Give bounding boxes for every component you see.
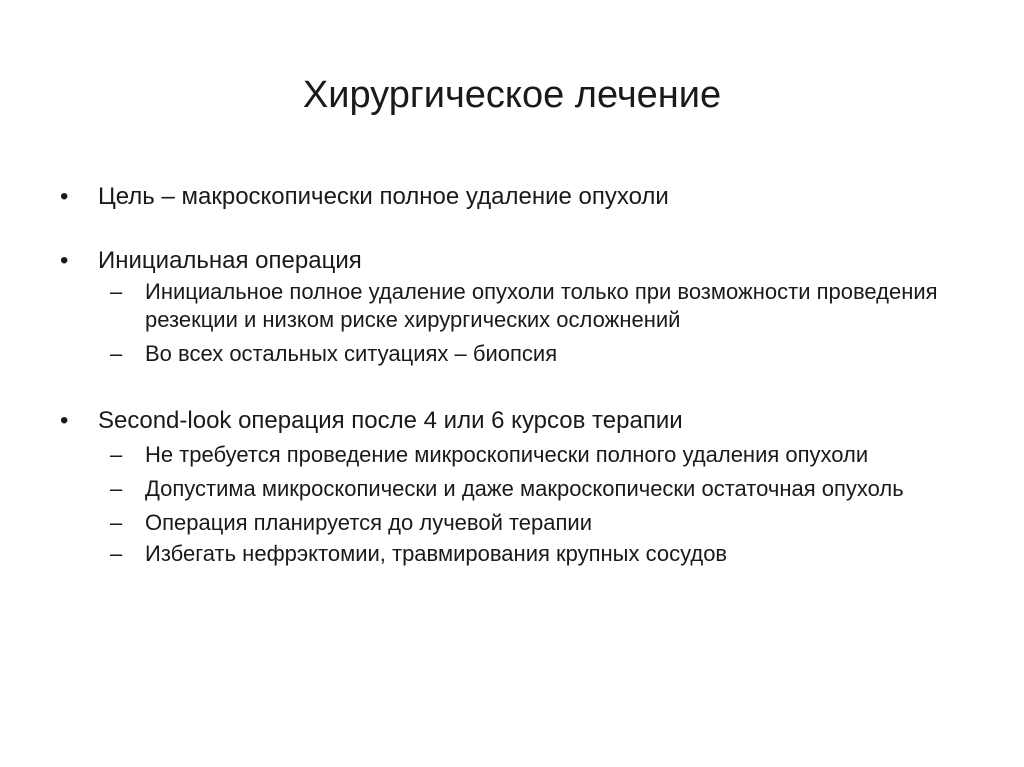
sub-bullet-item	[60, 278, 960, 334]
bullet-item	[60, 404, 960, 438]
bullet-text: Инициальная операция	[98, 247, 362, 274]
bullet-group-goal	[60, 180, 960, 214]
bullet-group-second-look	[60, 404, 960, 568]
bullet-text: Second-look операция после 4 или 6 курсов терапии	[98, 407, 683, 434]
sub-bullet-text: Операция планируется до лучевой терапии	[145, 510, 592, 535]
sub-bullet-text: Инициальное полное удаление опухоли только при возможности проведения резекции и низком риске хирургических осложнений	[145, 279, 938, 332]
bullet-item	[60, 244, 960, 278]
sub-bullet-text: Во всех остальных ситуациях – биопсия	[145, 341, 558, 366]
sub-bullet-text: Допустима микроскопически и даже макроскопически остаточная опухоль	[145, 476, 904, 501]
slide-title: Хирургическое лечение	[302, 74, 722, 116]
bullet-marker: •	[60, 183, 69, 210]
sub-bullet-item	[60, 441, 960, 469]
dash-marker: –	[110, 442, 123, 467]
dash-marker: –	[110, 510, 123, 535]
dash-marker: –	[110, 541, 123, 566]
bullet-item	[60, 180, 960, 214]
sub-bullet-item	[60, 509, 960, 537]
bullet-group-initial-operation	[60, 244, 960, 368]
bullet-list	[60, 180, 960, 568]
bullet-text: Цель – макроскопически полное удаление опухоли	[98, 183, 669, 210]
sub-bullet-text: Избегать нефрэктомии, травмирования крупных сосудов	[145, 541, 728, 566]
sub-bullet-item	[60, 475, 960, 503]
dash-marker: –	[110, 476, 123, 501]
dash-marker: –	[110, 279, 123, 304]
bullet-marker: •	[60, 247, 69, 274]
sub-bullet-text: Не требуется проведение микроскопически полного удаления опухоли	[145, 442, 869, 467]
bullet-marker: •	[60, 407, 69, 434]
sub-bullet-item	[60, 540, 960, 568]
sub-bullet-item	[60, 340, 960, 368]
dash-marker: –	[110, 341, 123, 366]
